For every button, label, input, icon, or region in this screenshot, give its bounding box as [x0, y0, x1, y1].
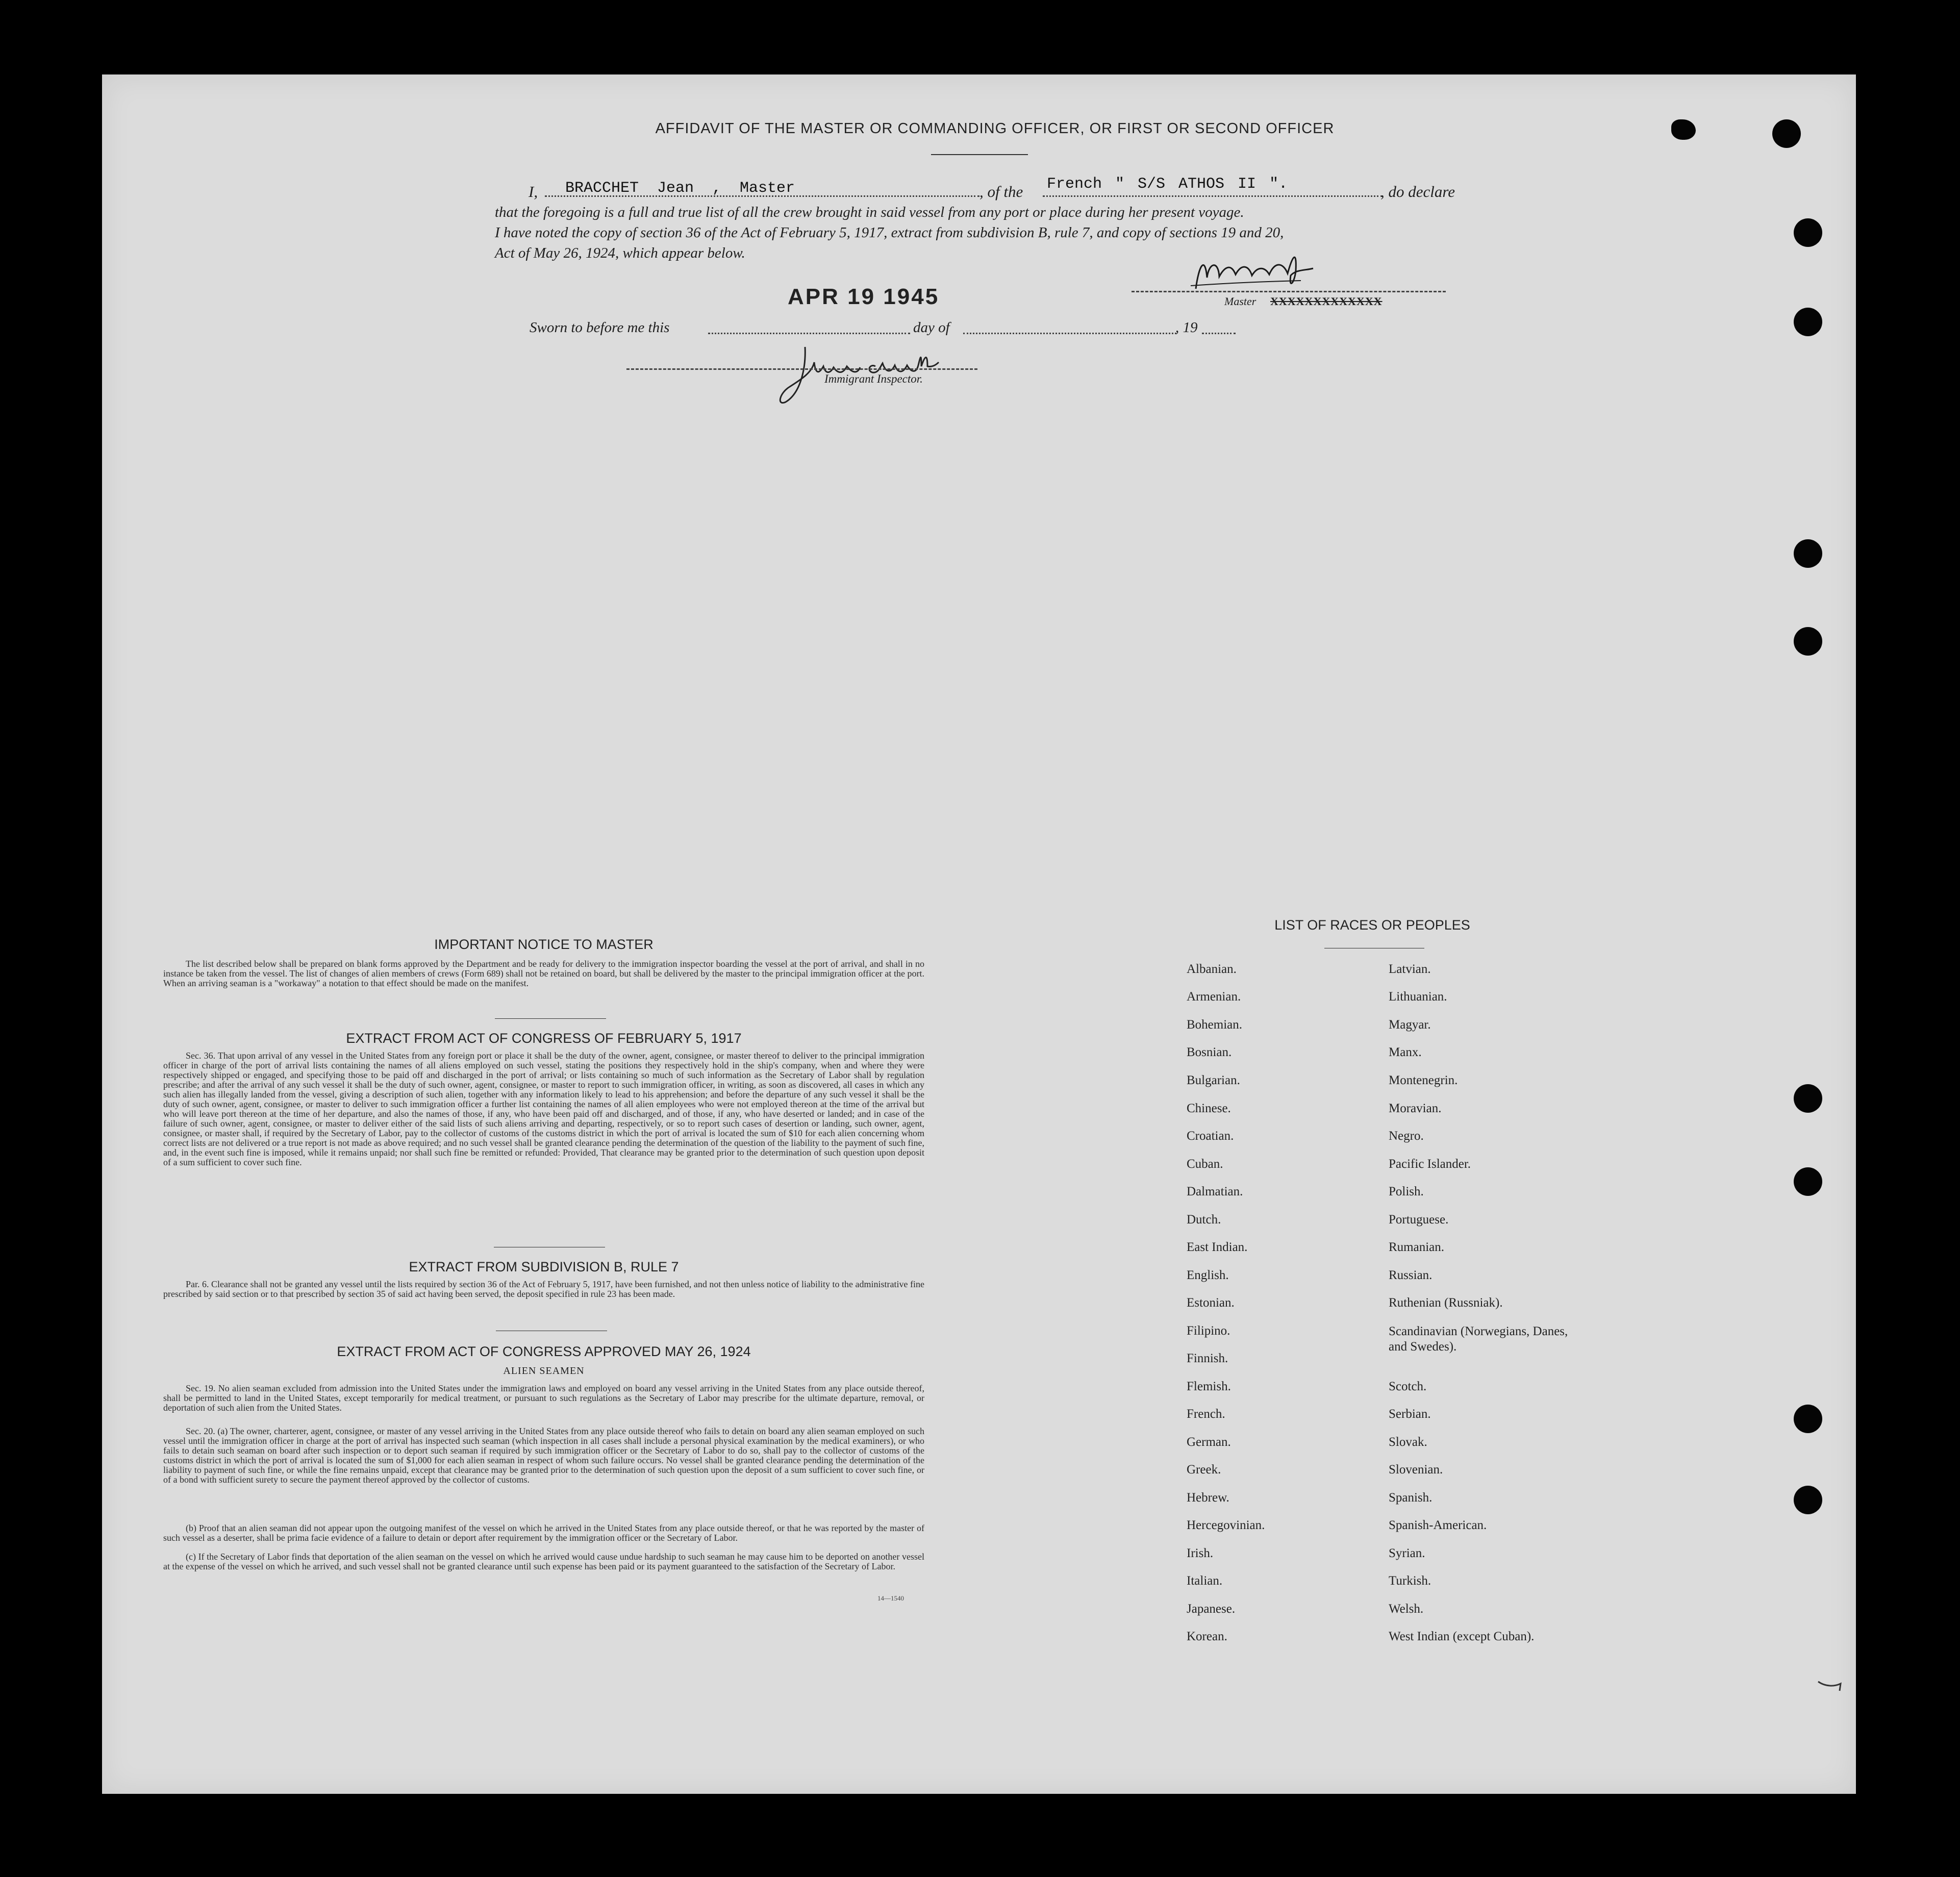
race-item: Slovak.: [1389, 1435, 1427, 1449]
notice-text: The list described below shall be prepared on blank forms approved by the Department and be ready for delivery to the immigration inspector boarding the vessel at the port of arrival, and shall in no instance be taken from the vessel. The list of changes of alien members of crews (Form 689) shall not be retained on board, but shall be delivered by the master to the principal immigration officer at the port. When an arriving seaman is a "workaway" a notation to that effect should be made on the manifest.: [163, 959, 924, 988]
notice-title: IMPORTANT NOTICE TO MASTER: [434, 937, 654, 952]
race-item: Albanian.: [1187, 962, 1237, 976]
binder-hole: [1794, 627, 1822, 656]
race-item: Spanish-American.: [1389, 1518, 1487, 1532]
race-item: Polish.: [1389, 1185, 1424, 1198]
extract-1917-text: Sec. 36. That upon arrival of any vessel in the United States from any foreign port or place it shall be the duty of the owner, agent, consignee, or master thereof to deliver to the principal immigration officer in charge of the port of arrival lists containing the names of all aliens employed on such vessel, stating the positions they respectively hold in the ship's company, when and where they were respectively shipped or engaged, and specifying those to be paid off and discharged in the port of arrival; or lists containing so much of such information as the Secretary of Labor shall by regulation prescribe; and after the arrival of any such vessel it shall be the duty of such owner, agent, consignee, or master to report to such immigration officer, in writing, as soon as discovered, all cases in which any such alien has illegally landed from the vessel, giving a description of such alien, together with any information likely to lead to his apprehension; and before the departure of any such vessel it shall be the duty of such owner, agent, consignee, or master to deliver to such immigration officer a further list containing the names of all alien employees who were not employed thereon at the time of the arrival but who will leave port thereon at the time of her departure, and also the names of those, if any, who have been paid off and discharged, and of those, if any, who have deserted or landed; and in case of the failure of such owner, agent, consignee, or master to deliver either of the said lists of such aliens arriving and departing, respectively, or so to report such cases of desertion or landing, such owner, agent, consignee, or master shall, if required by the Secretary of Labor, pay to the collector of customs of the customs district in which the port of arrival is located the sum of $10 for each alien concerning whom correct lists are not delivered or a true report is not made as above required; and no such vessel shall be granted clearance pending the determination of the question of the liability to the payment of such fine, and, in the event such fine is imposed, while it remains unpaid; nor shall such fine be remitted or refunded: Provided, That clearance may be granted prior to the determination of such question upon deposit of a sum sufficient to cover such fine.: [163, 1050, 924, 1167]
binder-hole: [1794, 308, 1822, 336]
do-declare-label: , do declare: [1380, 183, 1455, 201]
inspector-caption: Immigrant Inspector.: [824, 372, 923, 385]
race-item: Syrian.: [1389, 1546, 1425, 1560]
master-caption: Master: [1224, 295, 1257, 308]
race-item: English.: [1187, 1268, 1229, 1282]
race-item: Lithuanian.: [1389, 990, 1447, 1004]
sworn-month-line: [963, 333, 1176, 334]
rule-7-title: EXTRACT FROM SUBDIVISION B, RULE 7: [409, 1259, 679, 1274]
race-item: Pacific Islander.: [1389, 1157, 1471, 1171]
race-item: Chinese.: [1187, 1102, 1231, 1115]
race-item: Dalmatian.: [1187, 1185, 1243, 1198]
race-item: Ruthenian (Russniak).: [1389, 1296, 1503, 1310]
declaration-line-4: Act of May 26, 1924, which appear below.: [495, 245, 745, 261]
sworn-label: Sworn to before me this: [530, 319, 670, 336]
divider: [495, 1018, 606, 1019]
extract-1924-sec20a: Sec. 20. (a) The owner, charterer, agent, consignee, or master of any vessel arriving in the United States from any place outside thereof who fails to detain on board any alien seaman employed on such vessel until the immigration officer in charge at the port of arrival has inspected such seaman (which inspection in all cases shall include a personal physical examination by the medical examiners), or who fails to detain such seaman on board after such inspection or to deport such seaman if required by such immigration officer or the Secretary of Labor to do so, shall pay to the collector of customs of the customs district in which the port of arrival is located the sum of $1,000 for each alien seaman in respect of whom such failure occurs. No vessel shall be granted clearance pending the determination of the liability to payment of such fine, or while the fine remains unpaid, except that clearance may be granted prior to the determination of such question upon the deposit of a sum sufficient to cover such fine, or of a bond with sufficient surety to secure the payment thereof approved by the collector of customs.: [163, 1426, 924, 1485]
extract-1924-sec19: Sec. 19. No alien seaman excluded from admission into the United States under the immigration laws and employed on board any vessel arriving in the United States from any place outside thereof, shall be permitted to land in the United States, except temporarily for medical treatment, or pursuant to such regulations as the Secretary of Labor may prescribe for the ultimate departure, removal, or deportation of such alien from the United States.: [163, 1383, 924, 1413]
rule-7-text: Par. 6. Clearance shall not be granted any vessel until the lists required by section 36 of the Act of February 5, 1917, have been furnished, and not then unless notice of liability to the administrative fine prescribed by said section or to that prescribed by section 35 of said act having been served, the deposit specified in rule 23 has been made.: [163, 1279, 924, 1299]
race-item: Montenegrin.: [1389, 1073, 1458, 1087]
race-item: Croatian.: [1187, 1129, 1234, 1143]
race-item: Dutch.: [1187, 1213, 1221, 1227]
race-item: Serbian.: [1389, 1407, 1431, 1421]
corner-check-mark: [1816, 1673, 1845, 1694]
race-item: Korean.: [1187, 1630, 1227, 1643]
race-item: Filipino.: [1187, 1324, 1230, 1338]
day-of-label: day of: [913, 319, 950, 336]
race-item: Armenian.: [1187, 990, 1241, 1004]
extract-1924-title: EXTRACT FROM ACT OF CONGRESS APPROVED MAY 26, 1924: [337, 1344, 751, 1359]
of-the-label: , of the: [979, 183, 1023, 201]
binder-hole: [1794, 1405, 1822, 1433]
race-item: Bulgarian.: [1187, 1073, 1240, 1087]
race-item: Negro.: [1389, 1129, 1424, 1143]
race-item: Bosnian.: [1187, 1045, 1232, 1059]
race-item: Estonian.: [1187, 1296, 1235, 1310]
race-item: Rumanian.: [1389, 1240, 1445, 1254]
extract-1917-title: EXTRACT FROM ACT OF CONGRESS OF FEBRUARY 5, 1917: [346, 1031, 742, 1046]
race-item: Turkish.: [1389, 1574, 1431, 1588]
race-item: Cuban.: [1187, 1157, 1223, 1171]
race-item: Scandinavian (Norwegians, Danes, and Swedes).: [1389, 1324, 1568, 1354]
race-item: Finnish.: [1187, 1352, 1228, 1365]
race-item: Russian.: [1389, 1268, 1433, 1282]
race-item: Scotch.: [1389, 1380, 1427, 1393]
sworn-year-line: [1202, 333, 1236, 334]
binder-hole: [1794, 539, 1822, 568]
vessel-field-line: [1043, 195, 1383, 197]
race-item: Japanese.: [1187, 1602, 1236, 1616]
race-item: West Indian (except Cuban).: [1389, 1630, 1535, 1643]
race-item: Spanish.: [1389, 1491, 1433, 1505]
binder-hole: [1671, 119, 1696, 140]
race-item: Bohemian.: [1187, 1018, 1243, 1032]
title-divider: [931, 154, 1028, 155]
declaration-line-2: that the foregoing is a full and true list of all the crew brought in said vessel from any port or place during her present voyage.: [495, 204, 1244, 220]
races-list-title: LIST OF RACES OR PEOPLES: [1274, 917, 1470, 933]
date-stamp: APR 19 1945: [788, 284, 940, 309]
declaration-line-1: [529, 183, 538, 201]
race-item: Moravian.: [1389, 1102, 1442, 1115]
affidavit-title: AFFIDAVIT OF THE MASTER OR COMMANDING OFFICER, OR FIRST OR SECOND OFFICER: [655, 120, 1335, 137]
vessel-name-value: French " S/S ATHOS II ".: [1047, 176, 1288, 193]
race-item: East Indian.: [1187, 1240, 1248, 1254]
sworn-day-line: [708, 333, 910, 334]
master-struck-text: XXXXXXXXXXXXX: [1270, 295, 1383, 308]
race-item: Welsh.: [1389, 1602, 1424, 1616]
binder-hole: [1794, 1084, 1822, 1113]
race-item: German.: [1187, 1435, 1231, 1449]
year-label: , 19: [1175, 319, 1198, 336]
race-item: Manx.: [1389, 1045, 1422, 1059]
race-item: Irish.: [1187, 1546, 1214, 1560]
race-item: French.: [1187, 1407, 1225, 1421]
race-item: Slovenian.: [1389, 1463, 1443, 1476]
race-item: Portuguese.: [1389, 1213, 1449, 1227]
declaration-line-3: I have noted the copy of section 36 of the Act of February 5, 1917, extract from subdivision B, rule 7, and copy of sections 19 and 20,: [495, 224, 1284, 241]
race-item: Magyar.: [1389, 1018, 1431, 1032]
inspector-signature-line: [626, 368, 977, 370]
binder-hole: [1794, 218, 1822, 247]
race-item: Greek.: [1187, 1463, 1221, 1476]
master-signature-line: [1132, 291, 1446, 292]
race-item: Hebrew.: [1187, 1491, 1229, 1505]
race-item: Hercegovinian.: [1187, 1518, 1265, 1532]
i-label: I,: [529, 183, 538, 201]
race-item: Italian.: [1187, 1574, 1223, 1588]
master-signature: [1189, 245, 1403, 296]
form-number: 14—1540: [877, 1594, 904, 1602]
binder-hole: [1794, 1167, 1822, 1196]
race-item: Latvian.: [1389, 962, 1431, 976]
alien-seamen-subtitle: ALIEN SEAMEN: [503, 1365, 585, 1377]
master-name-value: BRACCHET Jean , Master: [565, 180, 795, 197]
extract-1924-sec20b: (b) Proof that an alien seaman did not appear upon the outgoing manifest of the vessel on which he arrived in the United States from any place outside thereof, or that he was reported by the master of such vessel as a deserter, shall be prima facie evidence of a failure to detain or deport after requirement by the immigration officer or the Secretary of Labor.: [163, 1523, 924, 1543]
extract-1924-sec20c: (c) If the Secretary of Labor finds that deportation of the alien seaman on the vessel on which he arrived would cause undue hardship to such seaman he may cause him to be deported on another vessel at the expense of the vessel on which he arrived, and such vessel shall not be granted clearance until such expense has been paid or its payment guaranteed to the satisfaction of the Secretary of Labor.: [163, 1551, 924, 1571]
binder-hole: [1772, 119, 1801, 148]
race-item: Flemish.: [1187, 1380, 1231, 1393]
binder-hole: [1794, 1486, 1822, 1514]
